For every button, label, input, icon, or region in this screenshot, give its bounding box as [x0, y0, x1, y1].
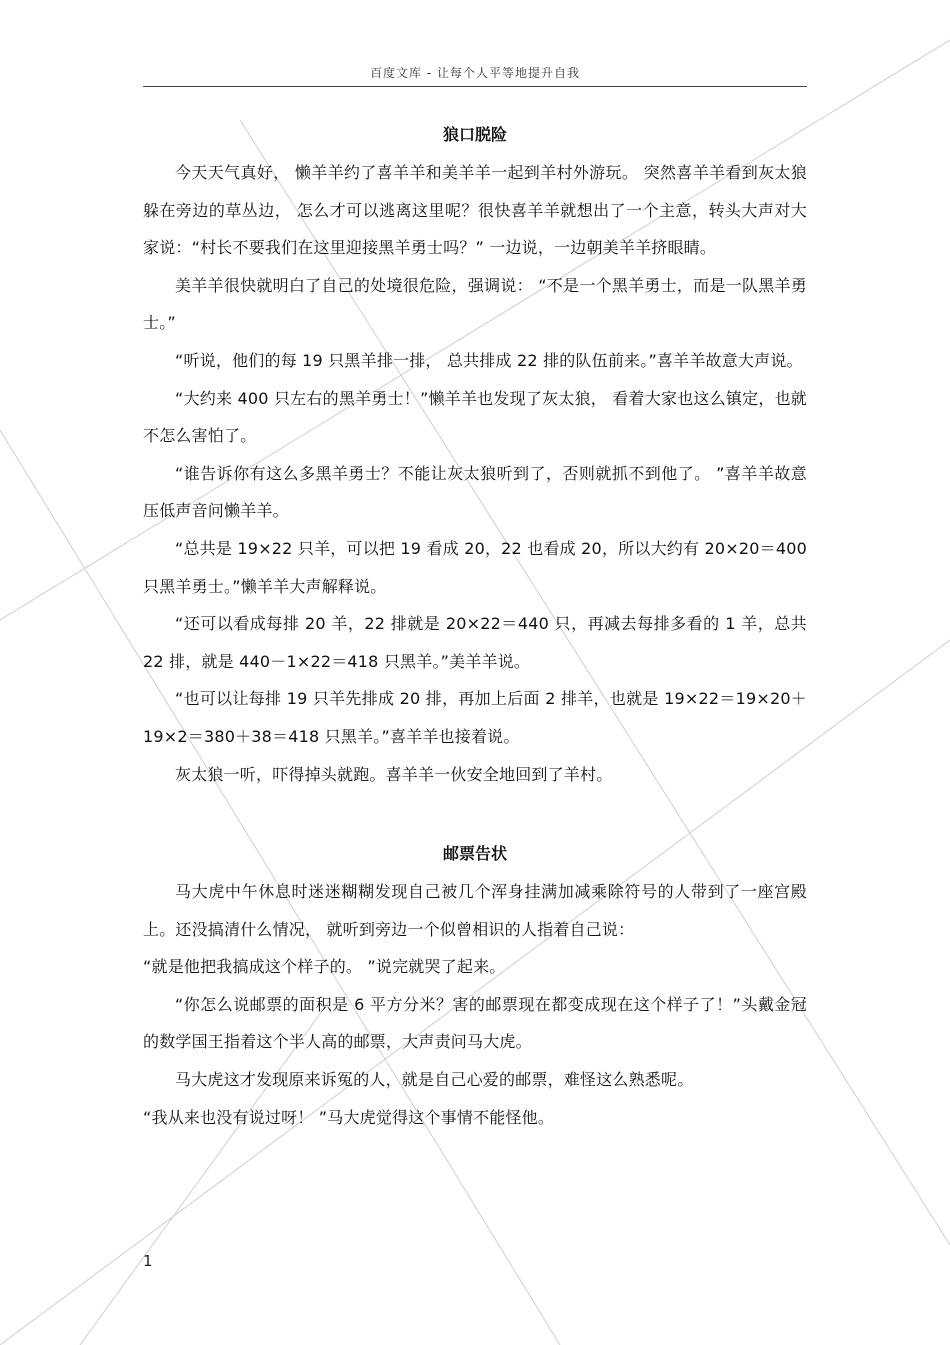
story-title: 邮票告状 — [442, 844, 507, 864]
paragraph: “你怎么说邮票的面积是 6 平方分米？害的邮票现在都变成现在这个样子了！”头戴金冠的数学国王指着这个半人高的邮票，大声责问马大虎。 — [143, 994, 807, 1052]
paragraph: “也可以让每排 19 只羊先排成 20 排，再加上后面 2 排羊，也就是 19×22＝19×20＋19×2＝380＋38＝418 只黑羊。”喜羊羊也接着说。 — [143, 689, 807, 746]
page-header: 百度文库 - 让每个人平等地提升自我 — [370, 66, 580, 80]
paragraph: 灰太狼一听，吓得掉头就跑。喜羊羊一伙安全地回到了羊村。 — [175, 764, 613, 784]
header-divider — [143, 86, 807, 87]
document-body — [143, 116, 807, 1136]
page-number: 1 — [143, 1252, 153, 1270]
paragraph: 马大虎这才发现原来诉冤的人，就是自己心爱的邮票，难怪这么熟悉呢。 — [175, 1070, 694, 1090]
story-title: 狼口脱险 — [442, 125, 507, 144]
paragraph: “谁告诉你有这么多黑羊勇士？不能让灰太狼听到了，否则就抓不到他了。 ”喜羊羊故意压低声音问懒羊羊。 — [143, 463, 807, 521]
paragraph: “听说，他们的每 19 只黑羊排一排， 总共排成 22 排的队伍前来。”喜羊羊故意大声说。 — [175, 350, 803, 370]
paragraph: 今天天气真好， 懒羊羊约了喜羊羊和美羊羊一起到羊村外游玩。 突然喜羊羊看到灰太狼躲在旁边的草丛边， 怎么才可以逃离这里呢？很快喜羊羊就想出了一个主意，转头大声对大家说：“村长不要我们在这里迎接黑羊勇士吗？” 一边说，一边朝美羊羊挤眼睛。 — [143, 163, 807, 258]
paragraph: “还可以看成每排 20 羊，22 排就是 20×22＝440 只，再减去每排多看的 1 羊，总共 22 排，就是 440－1×22＝418 只黑羊。”美羊羊说。 — [143, 614, 807, 671]
paragraph: 马大虎中午休息时迷迷糊糊发现自己被几个浑身挂满加减乘除符号的人带到了一座宫殿上。还没搞清什么情况， 就听到旁边一个似曾相识的人指着自己说： — [143, 882, 807, 939]
paragraph: “就是他把我搞成这个样子的。 ”说完就哭了起来。 — [143, 957, 506, 977]
story-1 — [143, 116, 807, 793]
paragraph: “总共是 19×22 只羊，可以把 19 看成 20，22 也看成 20，所以大约有 20×20＝400 只黑羊勇士。”懒羊羊大声解释说。 — [143, 538, 807, 596]
story-2 — [143, 835, 807, 1136]
section-gap — [143, 793, 807, 835]
paragraph: 美羊羊很快就明白了自己的处境很危险，强调说： “不是一个黑羊勇士，而是一队黑羊勇士。” — [143, 275, 807, 333]
paragraph: “大约来 400 只左右的黑羊勇士！”懒羊羊也发现了灰太狼， 看着大家也这么镇定，也就不怎么害怕了。 — [143, 388, 807, 446]
paragraph: “我从来也没有说过呀！ ”马大虎觉得这个事情不能怪他。 — [143, 1107, 555, 1127]
